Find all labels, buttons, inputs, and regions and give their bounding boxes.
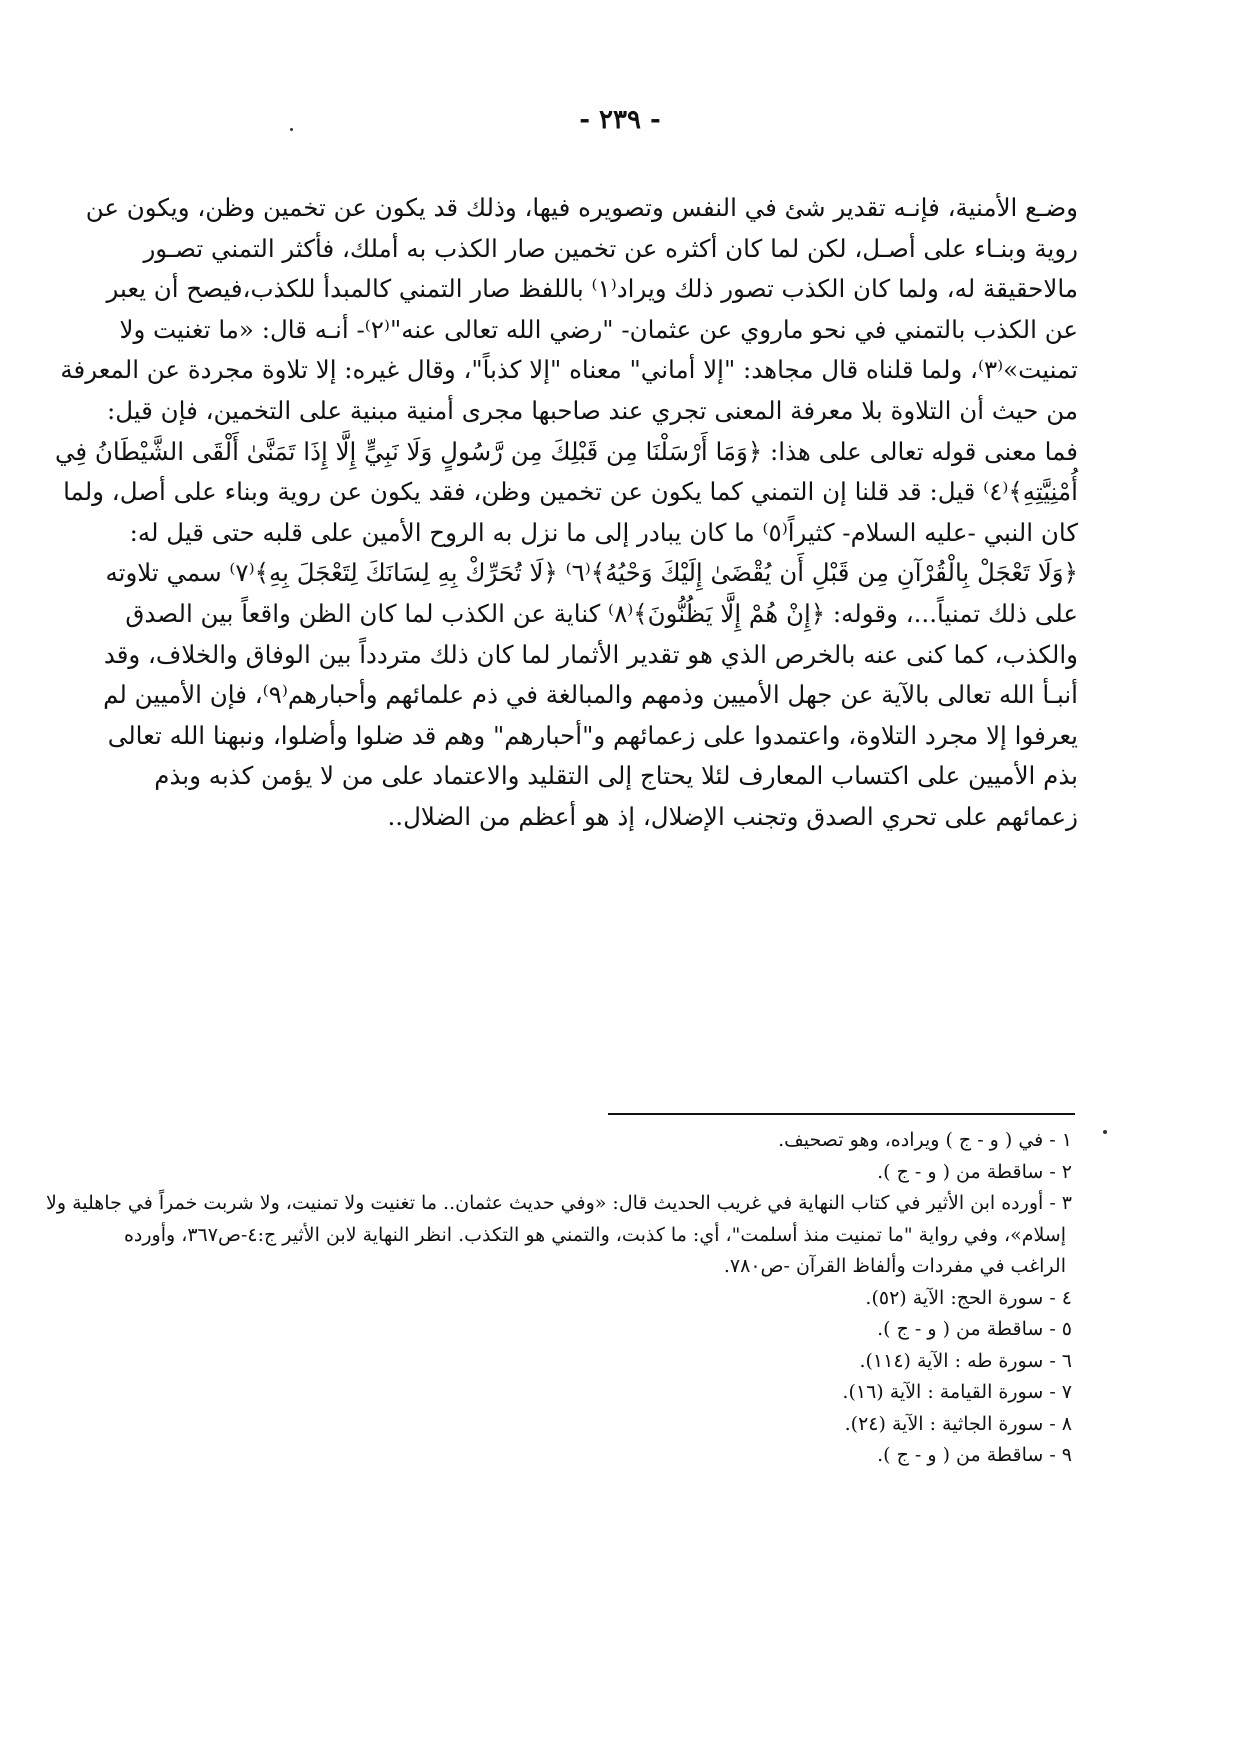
footnote-separator bbox=[608, 1113, 1075, 1115]
footnote-9: ٩ - ساقطة من ( و - ج ). bbox=[877, 1444, 1072, 1466]
body-line: فما معنى قوله تعالى على هذا: ﴿وَمَا أَرْسَلْنَا مِن قَبْلِكَ مِن رَّسُولٍ وَلَا نَبِيٍّ إِلَّا إِذَا تَمَنَّىٰ أَلْقَى الشَّيْطَانُ فِي bbox=[55, 436, 1078, 466]
scan-speck bbox=[290, 128, 293, 131]
body-line: وضـع الأمنية، فإنـه تقدير شئ في النفس وتصويره فيها، وذلك قد يكون عن تخمين وظن، ويكون عن bbox=[85, 193, 1078, 222]
footnote-5: ٥ - ساقطة من ( و - ج ). bbox=[877, 1318, 1072, 1340]
main-body-text bbox=[55, 188, 1078, 838]
footnote-2: ٢ - ساقطة من ( و - ج ). bbox=[877, 1160, 1072, 1183]
footnote-3-continued: إسلام»، وفي رواية "ما تمنيت منذ أسلمت"، أي: ما كذبت، والتمني هو التكذب. انظر النهاية لابن الأثير ج:٤-ص٣٦٧، وأورده bbox=[123, 1223, 1066, 1246]
scan-speck bbox=[1103, 1130, 1107, 1134]
footnotes bbox=[46, 1125, 1072, 1472]
body-line: أنبـأ الله تعالى بالآية عن جهل الأميين وذمهم والمبالغة في ذم علمائهم وأحبارهم⁽٩⁾، فإن الأميين لم bbox=[103, 680, 1078, 710]
body-line: على ذلك تمنياً...، وقوله: ﴿إِنْ هُمْ إِلَّا يَظُنُّونَ﴾⁽٨⁾ كناية عن الكذب لما كان الظن واقعاً بين الصدق bbox=[125, 598, 1078, 628]
footnote-1: ١ - في ( و - ج ) ويراده، وهو تصحيف. bbox=[778, 1129, 1072, 1151]
footnote-3: ٣ - أورده ابن الأثير في كتاب النهاية في غريب الحديث قال: «وفي حديث عثمان.. ما تغنيت ولا تمنيت، ولا شربت خمراً في جاهلية ولا bbox=[46, 1192, 1072, 1214]
footnote-3-continued: الراغب في مفردات وألفاظ القرآن -ص٧٨٠. bbox=[723, 1255, 1066, 1277]
body-line: مالاحقيقة له، ولما كان الكذب تصور ذلك ويراد⁽١⁾ باللفظ صار التمني كالمبدأ للكذب،فيصح أن يعبر bbox=[106, 274, 1078, 304]
body-line: والكذب، كما كنى عنه بالخرص الذي هو تقدير الأثمار لما كان ذلك متردداً بين الوفاق والخلاف، وقد bbox=[103, 639, 1078, 669]
footnote-8: ٨ - سورة الجاثية : الآية (٢٤). bbox=[844, 1412, 1072, 1435]
footnote-7: ٧ - سورة القيامة : الآية (١٦). bbox=[842, 1381, 1072, 1403]
page-number: - ٢٣٩ - bbox=[579, 105, 661, 135]
body-line: يعرفوا إلا مجرد التلاوة، واعتمدوا على زعمائهم و"أحبارهم" وهم قد ضلوا وأضلوا، ونبهنا الله تعالى bbox=[107, 720, 1078, 750]
body-line: زعمائهم على تحري الصدق وتجنب الإضلال، إذ هو أعظم من الضلال.. bbox=[387, 801, 1078, 831]
body-line: أُمْنِيَّتِهِ﴾⁽٤⁾ قيل: قد قلنا إن التمني كما يكون عن تخمين وظن، فقد يكون عن روية وبناء على أصل، ولما bbox=[63, 477, 1078, 507]
body-line: بذم الأميين على اكتساب المعارف لئلا يحتاج إلى التقليد والاعتماد على من لا يؤمن كذبه وبذم bbox=[154, 761, 1078, 791]
body-line: ﴿وَلَا تَعْجَلْ بِالْقُرْآنِ مِن قَبْلِ أَن يُقْضَىٰ إِلَيْكَ وَحْيُهُ﴾⁽٦⁾ ﴿لَا تُحَرِّكْ بِهِ لِسَانَكَ لِتَعْجَلَ بِهِ﴾⁽٧⁾ سمي تلاوته bbox=[105, 558, 1078, 588]
footnote-6: ٦ - سورة طه : الآية (١١٤). bbox=[859, 1349, 1072, 1372]
footnote-4: ٤ - سورة الحج: الآية (٥٢). bbox=[865, 1286, 1072, 1309]
body-line: تمنيت»⁽٣⁾، ولما قلناه قال مجاهد: "إلا أماني" معناه "إلا كذباً"، وقال غيره: إلا تلاوة مجردة عن المعرفة bbox=[60, 355, 1078, 385]
body-line: من حيث أن التلاوة بلا معرفة المعنى تجري عند صاحبها مجرى أمنية مبنية على التخمين، فإن قيل: bbox=[106, 395, 1078, 425]
body-line: عن الكذب بالتمني في نحو ماروي عن عثمان- "رضي الله تعالى عنه"⁽٢⁾- أنـه قال: «ما تغنيت ولا bbox=[119, 314, 1078, 344]
body-line: كان النبي -عليه السلام- كثيراً⁽٥⁾ ما كان يبادر إلى ما نزل به الروح الأمين على قلبه حتى قيل له: bbox=[129, 517, 1078, 547]
body-line: روية وبنـاء على أصـل، لكن لما كان أكثره عن تخمين صار الكذب به أملك، فأكثر التمني تصـور bbox=[143, 233, 1078, 263]
